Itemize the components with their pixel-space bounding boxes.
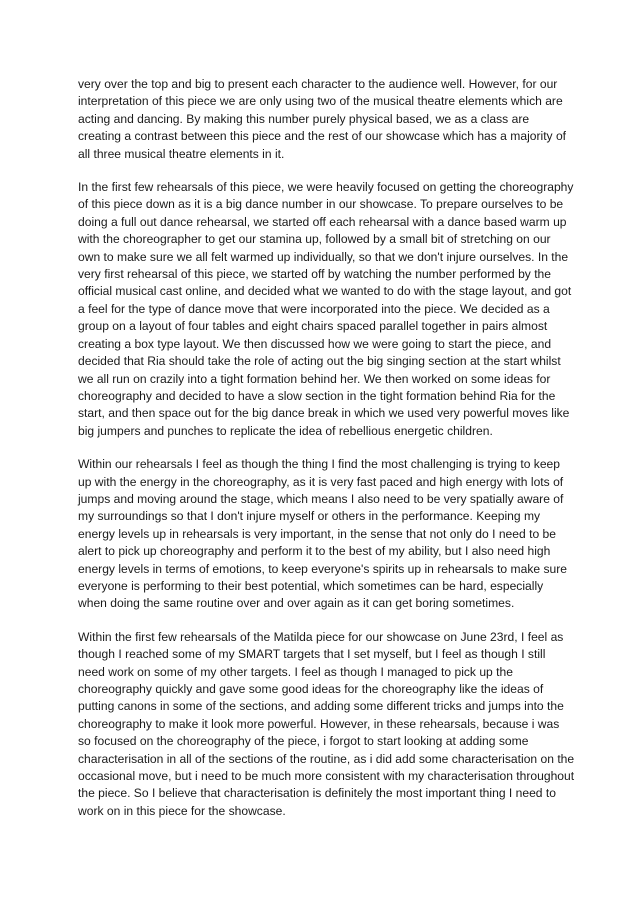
text-line: own to make sure we all felt warmed up individually, so that we don't injure ourselves. In the: [78, 249, 569, 264]
text-line: creating a box type layout. We then discussed how we were going to start the piece, and: [78, 336, 552, 351]
text-line: very first rehearsal of this piece, we started off by watching the number performed by the: [78, 267, 552, 282]
text-line: group on a layout of four tables and eight chairs spaced parallel together in pairs almost: [78, 319, 548, 334]
text-line: start, and then space out for the big dance break in which we used very powerful moves like: [78, 406, 570, 421]
text-line: a feel for the type of dance move that were incorporated into the piece. We decided as a: [78, 301, 550, 316]
text-line: all three musical theatre elements in it.: [78, 146, 285, 161]
text-line: choreography quickly and gave some good ideas for the choreography like the ideas of: [78, 682, 544, 696]
text-line: up with the energy in the choreography, as it is very fast paced and high energy with lots of: [78, 474, 564, 489]
text-line: jumps and moving around the stage, which means I also need to be very spatially aware of: [78, 491, 564, 506]
text-line: when doing the same routine over and over again as it can get boring sometimes.: [78, 596, 515, 611]
text-line: though I reached some of my SMART targets that I set myself, but I feel as though I still: [78, 647, 546, 662]
text-line: decided that Ria should take the role of acting out the big singing section at the start whilst: [78, 354, 561, 369]
paragraph-4: [78, 629, 575, 820]
text-line: everyone is performing to their best potential, which sometimes can be hard, especially: [78, 578, 544, 593]
text-line: need work on some of my other targets. I feel as though I managed to pick up the: [78, 664, 513, 679]
paragraph-3: [78, 456, 566, 613]
text-line: the piece. So I believe that characterisation is definitely the most important thing I need to: [78, 786, 556, 801]
text-line: very over the top and big to present each character to the audience well. However, for our: [78, 77, 558, 91]
text-line: choreography and decided to have a slow section in the tight formation behind Ria for the: [78, 388, 556, 403]
text-line: interpretation of this piece we are only using two of the musical theatre elements which are: [78, 94, 563, 109]
text-line: energy levels in terms of emotions, to keep everyone's spirits up in rehearsals to make sure: [78, 561, 567, 576]
text-line: characterisation in all of the sections of the routine, as i did add some characterisation on the: [78, 751, 575, 766]
text-line: energy levels up in rehearsals is very important, in the sense that not only do I need to be: [78, 526, 556, 541]
text-line: alert to pick up choreography and perform it to the best of my ability, but I also need high: [78, 544, 551, 559]
text-line: with the choreographer to get our stamina up, followed by a small bit of stretching on our: [78, 232, 551, 247]
document-body: [78, 76, 575, 836]
text-line: of this piece down as it is a big dance number in our showcase. To prepare ourselves to be: [78, 197, 564, 212]
text-line: my surroundings so that I don't injure myself or others in the performance. Keeping my: [78, 509, 541, 524]
text-line: we all run on crazily into a tight formation behind her. We then worked on some ideas for: [78, 371, 551, 386]
text-line: Within the first few rehearsals of the Matilda piece for our showcase on June 23rd, I feel as: [78, 629, 564, 644]
text-line: choreography to make it look more powerful. However, in these rehearsals, because i was: [78, 716, 560, 731]
text-line: occasional move, but i need to be much more consistent with my characterisation throughout: [78, 769, 575, 784]
text-line: acting and dancing. By making this number purely physical based, we as a class are: [78, 111, 530, 126]
text-line: doing a full out dance rehearsal, we started off each rehearsal with a dance based warm up: [78, 214, 567, 229]
text-line: official musical cast online, and decided what we wanted to do with the stage layout, and got: [78, 284, 572, 299]
text-line: Within our rehearsals I feel as though the thing I find the most challenging is trying to keep: [78, 457, 561, 472]
text-line: putting canons in some of the sections, and adding some different tricks and jumps into the: [78, 699, 564, 714]
text-line: In the first few rehearsals of this piece, we were heavily focused on getting the choreography: [78, 180, 574, 195]
paragraph-1: [78, 76, 566, 163]
text-line: so focused on the choreography of the piece, i forgot to start looking at adding some: [78, 734, 529, 749]
text-line: work on in this piece for the showcase.: [78, 803, 286, 818]
text-line: creating a contrast between this piece and the rest of our showcase which has a majority of: [78, 129, 567, 144]
paragraph-2: [78, 179, 574, 440]
text-line: big jumpers and punches to replicate the idea of rebellious energetic children.: [78, 423, 493, 438]
